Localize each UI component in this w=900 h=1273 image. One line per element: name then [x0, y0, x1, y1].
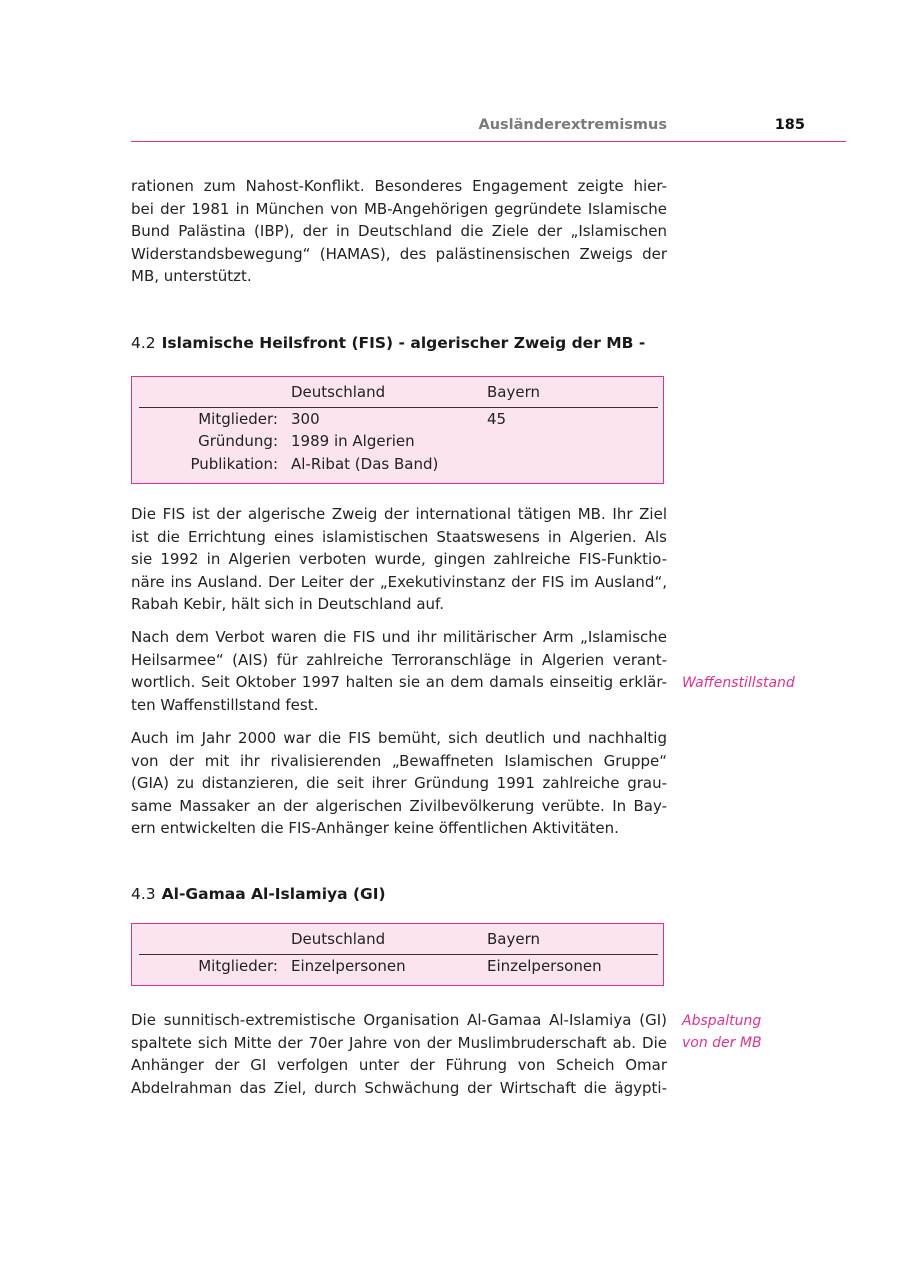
text-line: Die FIS ist der algerische Zweig der international tätigen MB. Ihr Ziel — [131, 505, 667, 523]
row-value-deutschland: 300 — [291, 410, 320, 428]
intro-paragraph — [131, 175, 667, 288]
row-label: Mitglieder: — [198, 957, 278, 975]
info-box-row-publikation — [132, 455, 663, 477]
margin-note-line: von der MB — [682, 1035, 762, 1051]
info-box-row-mitglieder — [132, 957, 663, 979]
text-line: Nach dem Verbot waren die FIS und ihr militärischer Arm „Islamische — [131, 628, 667, 646]
text-line: Die sunnitisch-extremistische Organisation Al-Gamaa Al-Islamiya (GI) — [131, 1011, 667, 1029]
text-line: Widerstandsbewegung“ (HAMAS), des palästinensischen Zweigs der — [131, 244, 667, 263]
text-line: ten Waffenstillstand fest. — [131, 695, 319, 714]
row-label: Publikation: — [190, 455, 278, 473]
running-header-title: Ausländerextremismus — [478, 117, 667, 133]
text-line: ern entwickelten die FIS-Anhänger keine öffentlichen Aktivitäten. — [131, 819, 619, 838]
text-line: Heilsarmee“ (AIS) für zahlreiche Terroranschläge in Algerien verant- — [131, 650, 667, 669]
fis-paragraph-2 — [131, 626, 667, 716]
row-label: Gründung: — [198, 432, 278, 450]
text-line: Rabah Kebir, hält sich in Deutschland auf. — [131, 595, 444, 614]
column-header-bayern: Bayern — [487, 930, 540, 948]
text-line: Bund Palästina (IBP), der in Deutschland die Ziele der „Islamischen — [131, 222, 667, 241]
gi-info-box — [131, 923, 664, 986]
fis-paragraph-1 — [131, 503, 667, 616]
row-label: Mitglieder: — [198, 410, 278, 428]
text-line: sie 1992 in Algerien verboten wurde, gingen zahlreiche FIS-Funktio- — [131, 550, 667, 569]
info-box-row-mitglieder — [132, 410, 663, 432]
text-line: wortlich. Seit Oktober 1997 halten sie an dem damals einseitig erklär- — [131, 673, 667, 692]
info-box-header-row — [132, 930, 663, 952]
text-line: von der mit ihr rivalisierenden „Bewaffneten Islamischen Gruppe“ — [131, 751, 667, 770]
margin-note-line: Abspaltung — [682, 1013, 762, 1029]
row-value-bayern: Einzelpersonen — [487, 957, 602, 975]
section-number: 4.2 — [131, 334, 156, 352]
text-line: spaltete sich Mitte der 70er Jahre von der Muslimbruderschaft ab. Die — [131, 1033, 667, 1052]
column-header-deutschland: Deutschland — [291, 383, 386, 401]
text-line: Auch im Jahr 2000 war die FIS bemüht, sich deutlich und nachhaltig — [131, 729, 667, 747]
text-line: (GIA) zu distanzieren, die seit ihrer Gründung 1991 zahlreiche grau- — [131, 774, 667, 793]
column-header-deutschland: Deutschland — [291, 930, 386, 948]
row-value-deutschland: 1989 in Algerien — [291, 432, 415, 450]
text-line: bei der 1981 in München von MB-Angehörigen gegründete Islamische — [131, 199, 667, 218]
fis-info-box — [131, 376, 664, 484]
text-line: rationen zum Nahost-Konflikt. Besonderes Engagement zeigte hier- — [131, 177, 667, 195]
section-heading-4-3 — [131, 885, 386, 903]
info-box-rule — [139, 407, 658, 408]
text-line: MB, unterstützt. — [131, 267, 252, 286]
margin-note-waffenstillstand: Waffenstillstand — [682, 675, 795, 691]
margin-note-abspaltung — [682, 1010, 762, 1054]
text-line: Anhänger der GI verfolgen unter der Führung von Scheich Omar — [131, 1056, 667, 1075]
text-line: ist die Errichtung eines islamistischen Staatswesens in Algerien. Als — [131, 527, 667, 546]
section-title: Islamische Heilsfront (FIS) - algerischer Zweig der MB - — [161, 334, 646, 352]
text-line: same Massaker an der algerischen Zivilbevölkerung verübte. In Bay- — [131, 796, 667, 815]
header-rule — [131, 141, 846, 142]
section-number: 4.3 — [131, 885, 156, 903]
column-header-bayern: Bayern — [487, 383, 540, 401]
fis-paragraph-3 — [131, 727, 667, 840]
info-box-rule — [139, 954, 658, 955]
section-title: Al-Gamaa Al-Islamiya (GI) — [161, 885, 386, 903]
section-heading-4-2 — [131, 334, 645, 352]
page-number: 185 — [774, 117, 805, 133]
gi-paragraph — [131, 1009, 667, 1099]
row-value-bayern: 45 — [487, 410, 507, 428]
row-value-deutschland: Al-Ribat (Das Band) — [291, 455, 439, 473]
info-box-header-row — [132, 383, 663, 405]
info-box-row-gruendung — [132, 432, 663, 454]
text-line: Abdelrahman das Ziel, durch Schwächung der Wirtschaft die ägypti- — [131, 1078, 667, 1097]
row-value-deutschland: Einzelpersonen — [291, 957, 406, 975]
text-line: näre ins Ausland. Der Leiter der „Exekutivinstanz der FIS im Ausland“, — [131, 572, 667, 591]
